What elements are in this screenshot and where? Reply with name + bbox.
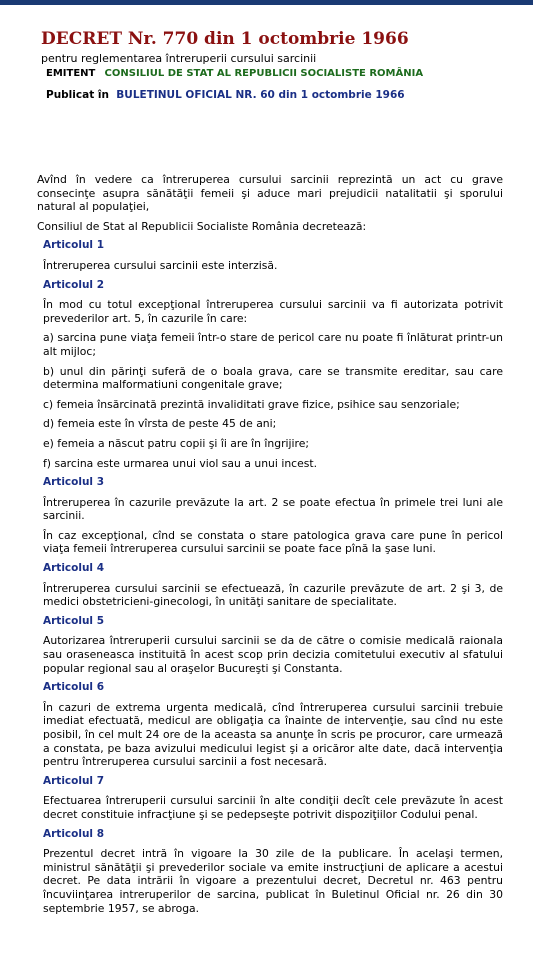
article-paragraph: Întreruperea cursului sarcinii se efectuează, în cazurile prevăzute de art. 2 şi 3, de medici obstetricieni-ginecologi, în unităţi sanitare de specialitate. <box>43 581 503 609</box>
article-paragraph: Efectuarea întreruperii cursului sarcinii în alte condiţii decît cele prevăzute în acest decret constituie infracţiune şi se pedepseşte potrivit dispoziţiilor Codului penal. <box>43 794 503 821</box>
article-paragraph: Întreruperea cursului sarcinii este interzisă. <box>43 258 278 272</box>
article-paragraph: Autorizarea întreruperii cursului sarcinii se da de către o comisie medicală raionala sau oraseneasca instituită în acest scop prin decizia comitetului executiv al sfatului popular regional sau al oraşelor Bucureşti şi Constanta. <box>43 634 503 675</box>
article-paragraph: a) sarcina pune viaţa femeii într-o stare de pericol care nu poate fi înlăturat printr-un alt mijloc; <box>43 331 503 358</box>
article-title: Articolul 1 <box>43 239 104 252</box>
document-header <box>0 29 533 102</box>
article-paragraph: Întreruperea în cazurile prevăzute la art. 2 se poate efectua în primele trei luni ale sarcinii. <box>43 495 503 523</box>
article-paragraph: În mod cu totul excepţional întreruperea cursului sarcinii va fi autorizata potrivit prevederilor art. 5, în cazurile în care: <box>43 298 503 325</box>
article-body <box>43 701 503 769</box>
publication-label: Publicat în <box>46 89 109 101</box>
publication-value: BULETINUL OFICIAL NR. 60 din 1 octombrie 1966 <box>116 89 405 101</box>
article-body <box>43 794 503 821</box>
article-paragraph: d) femeia este în vîrsta de peste 45 de ani; <box>43 417 277 431</box>
article-paragraph: f) sarcina este urmarea unui viol sau a unui incest. <box>43 456 318 470</box>
article-title: Articolul 3 <box>43 476 104 489</box>
article-paragraph: Prezentul decret intră în vigoare la 30 zile de la publicare. În acelaşi termen, ministrul sănătăţii şi prevederilor sociale va emite instrucţiuni de aplicare a acestui decret. Pe data intrării în vigoare a prezentului decret, Decretul nr. 463 pentru încuviinţarea intreruperilor de sarcina, publicat în Buletinul Oficial nr. 26 din 30 septembrie 1957, se abroga. <box>43 847 503 915</box>
article-title: Articolul 5 <box>43 614 104 627</box>
article-body <box>43 847 503 915</box>
article-paragraph: În caz excepţional, cînd se constata o stare patologica grava care pune în pericol viaţa femeii întreruperea cursului sarcinii se poate face pînă la şase luni. <box>43 528 503 556</box>
article-title: Articolul 7 <box>43 774 104 787</box>
article-paragraph: e) femeia a născut patru copii şi îi are în îngrijire; <box>43 436 310 450</box>
article-body <box>43 582 503 609</box>
article-paragraph: b) unul din părinţi suferă de o boala grava, care se transmite ereditar, sau care determina malformatiuni congenitale grave; <box>43 364 503 392</box>
preamble-paragraph: Avînd în vedere ca întreruperea cursului sarcinii reprezintă un act cu grave consecinţe asupra sănătăţii femeii şi aduce mari prejudicii natalitatii şi sporului natural al populaţiei, <box>37 173 503 214</box>
article-paragraph: În cazuri de extrema urgenta medicală, cînd întreruperea cursului sarcinii trebuie imediat efectuată, medicul are obligaţia ca înainte de intervenţie, sau cînd nu este posibil, în cel mult 24 ore de la aceasta sa anunţe în scris pe procuror, care urmează a constata, pe baza avizului medicului legist şi a oricăror alte date, dacă intervenţia pentru întreruperea cursului sarcinii a fost necesară. <box>43 700 503 769</box>
document-title: DECRET Nr. 770 din 1 octombrie 1966 <box>41 29 409 49</box>
preamble-decree-line: Consiliul de Stat al Republicii Socialiste România decretează: <box>37 219 367 233</box>
emitent-label: EMITENT <box>46 68 96 79</box>
document-subtitle: pentru reglementarea întreruperii cursului sarcinii <box>41 52 317 65</box>
article-body <box>43 634 503 675</box>
article-title: Articolul 8 <box>43 827 104 840</box>
article-body <box>43 259 503 273</box>
article-body <box>43 298 503 470</box>
article-title: Articolul 6 <box>43 681 104 694</box>
article-title: Articolul 2 <box>43 278 104 291</box>
emitent-row <box>46 67 533 80</box>
article-paragraph: c) femeia însărcinată prezintă invaliditati grave fizice, psihice sau senzoriale; <box>43 397 460 411</box>
publication-row <box>46 89 533 102</box>
top-bar <box>0 0 533 5</box>
emitent-value: CONSILIUL DE STAT AL REPUBLICII SOCIALISTE ROMÂNIA <box>104 68 424 79</box>
article-title: Articolul 4 <box>43 562 104 575</box>
articles-list <box>37 239 503 915</box>
document-body <box>37 173 503 921</box>
article-body <box>43 496 503 556</box>
